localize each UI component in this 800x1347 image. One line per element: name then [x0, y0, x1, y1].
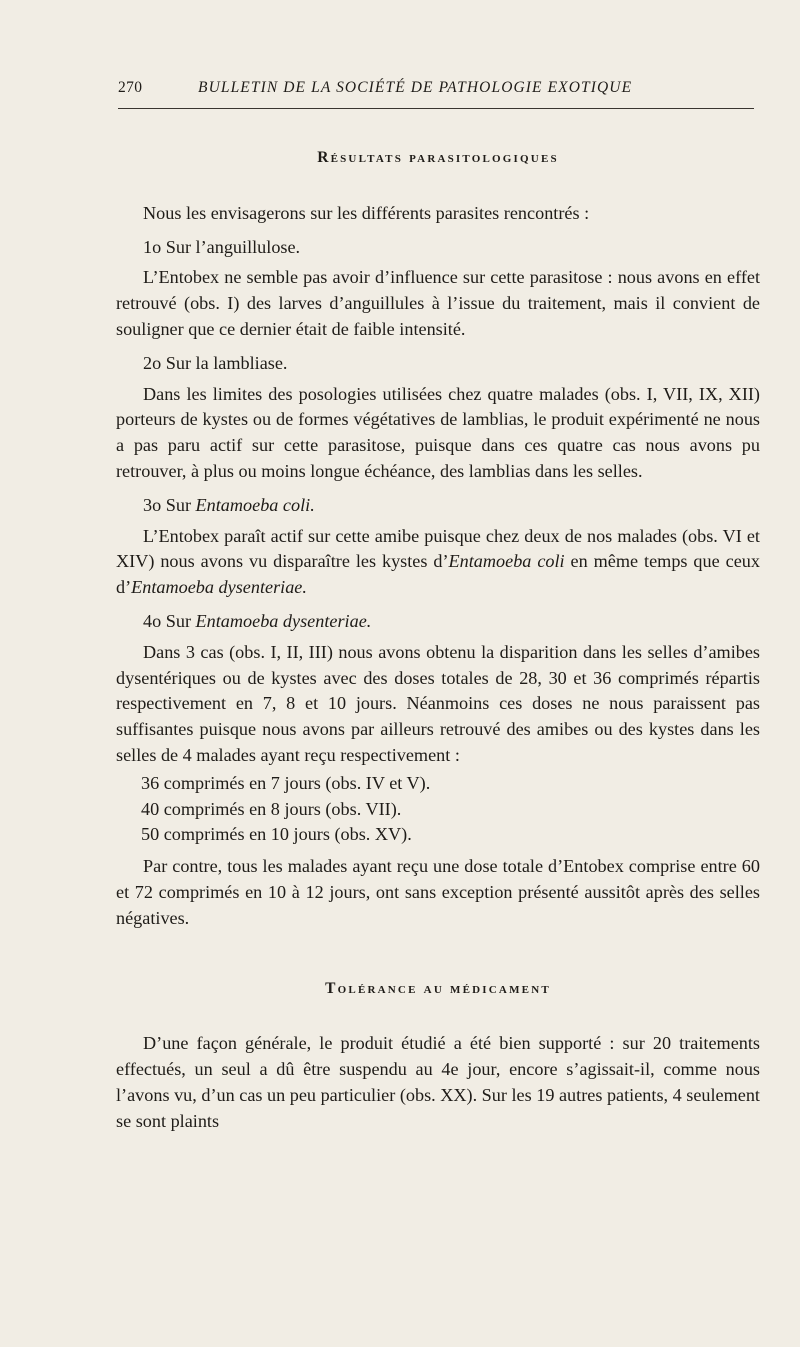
item3-text-b: en même temps que ceux d’ [116, 551, 760, 598]
tolerance-paragraph: D’une façon générale, le produit étudié a été bien supporté : sur 20 traitements effectués, un seul a dû être suspendu au 4e jour, encore s’agissait-il, comme nous l’avons vu, d’un cas un peu particulier (obs. XX). Sur les 19 autres patients, 4 seulement se sont plaints [116, 1033, 760, 1131]
intro-paragraph: Nous les envisagerons sur les différents parasites rencontrés : [143, 202, 590, 223]
item2-heading: 2o Sur la lambliase. [143, 352, 288, 373]
item4-paragraph: Dans 3 cas (obs. I, II, III) nous avons obtenu la disparition dans les selles d’amibes dysentériques ou de kystes avec des doses totales de 28, 30 et 36 comprimés répartis respectivement en 7, 8 et 10 jours. Néanmoins ces doses ne nous paraissent pas suffisantes puisque nous avons par ailleurs retrouvé des amibes ou des kystes dans les selles de 4 malades ayant reçu respectivement : [116, 641, 760, 765]
journal-title: BULLETIN DE LA SOCIÉTÉ DE PATHOLOGIE EXOTIQUE [198, 79, 633, 96]
dose-item: 50 comprimés en 10 jours (obs. XV). [141, 824, 412, 845]
item2-paragraph: Dans les limites des posologies utilisées chez quatre malades (obs. I, VII, IX, XII) porteurs de kystes ou de formes végétatives de lamblias, le produit expérimenté ne nous a pas paru actif sur cette parasitose, puisque dans ces quatre cas nous avons pu retrouver, à plus ou moins longue échéance, des lamblias dans les selles. [116, 383, 760, 481]
header-rule [118, 108, 754, 109]
item1-paragraph: L’Entobex ne semble pas avoir d’influence sur cette parasitose : nous avons en effet retrouvé (obs. I) des larves d’anguillules à l’issue du traitement, mais il convient de souligner que ce dernier était de faible intensité. [116, 267, 760, 339]
section-title-tolerance: Tolérance au médicament [325, 979, 551, 997]
item3-species-b: Entamoeba dysenteriae. [131, 577, 307, 598]
dose-list [116, 771, 760, 848]
item3-paragraph [116, 524, 760, 601]
page-number: 270 [118, 79, 143, 96]
item4-heading [116, 609, 760, 635]
dose-item: 40 comprimés en 8 jours (obs. VII). [141, 798, 402, 819]
item4-heading-species: Entamoeba dysenteriae. [195, 610, 372, 631]
item3-heading [116, 493, 760, 519]
item3-heading-species: Entamoeba coli. [195, 494, 315, 515]
item1-heading: 1o Sur l’anguillulose. [143, 236, 301, 257]
running-header [118, 76, 754, 100]
item3-heading-prefix: 3o Sur [143, 494, 196, 515]
item3-text-a: L’Entobex paraît actif sur cette amibe puisque chez deux de nos malades (obs. VI et XIV) nous avons vu disparaître les kystes d’ [116, 525, 760, 572]
dose-item: 36 comprimés en 7 jours (obs. IV et V). [141, 772, 431, 793]
article-body [116, 145, 760, 1135]
item4-heading-prefix: 4o Sur [143, 610, 196, 631]
section-title-resultats: Résultats parasitologiques [317, 149, 559, 166]
item3-species-a: Entamoeba coli [448, 551, 565, 572]
conclusion-paragraph: Par contre, tous les malades ayant reçu une dose totale d’Entobex comprise entre 60 et 72 comprimés en 10 à 12 jours, ont sans exception présenté aussitôt après des selles négatives. [116, 856, 760, 928]
